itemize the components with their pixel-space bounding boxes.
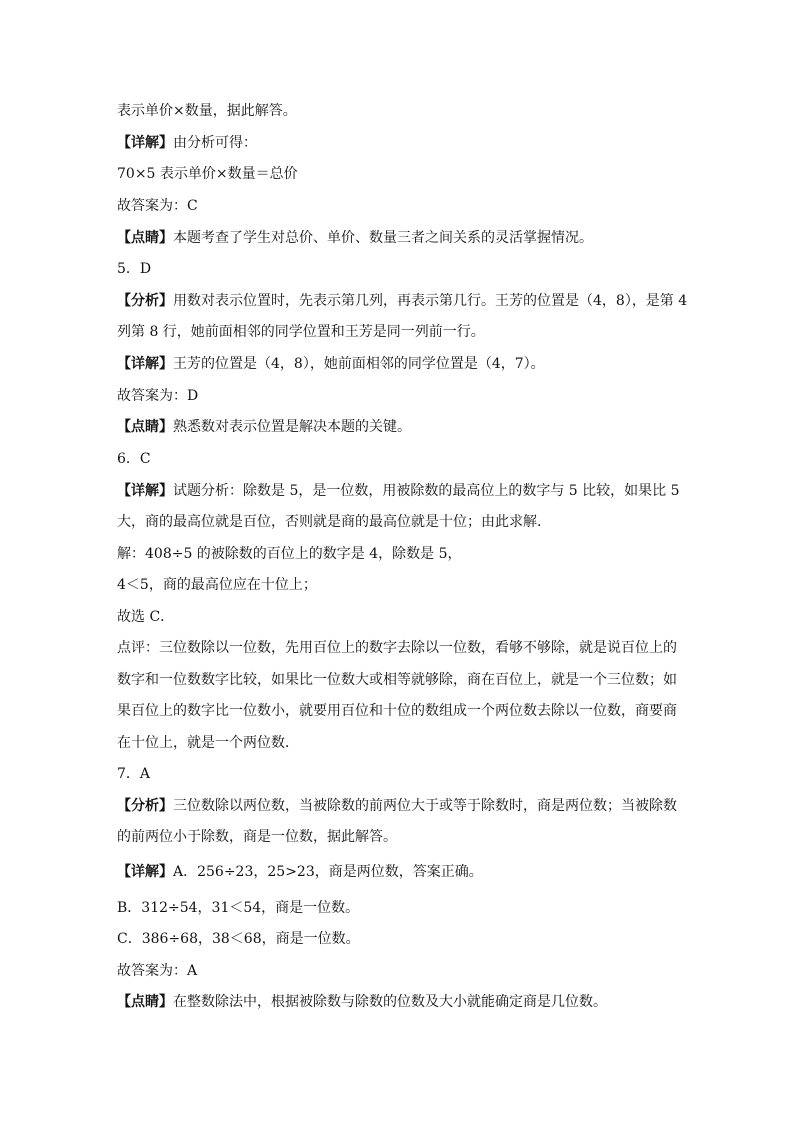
text-line [117,733,677,753]
line-text: 的前两位小于除数，商是一位数，据此解答。 [117,829,397,845]
line-text: 5．D [117,261,152,277]
line-text: 试题分析：除数是 5，是一位数，用被除数的最高位上的数字与 5 比较，如果比 5 [173,483,680,499]
text-line [117,607,677,627]
line-text: 7．A [117,766,151,782]
text-line [117,862,677,882]
line-text: 在整数除法中，根据被除数与除数的位数及大小就能确定商是几位数。 [173,994,607,1010]
line-text: 本题考查了学生对总价、单价、数量三者之间关系的灵活掌握情况。 [173,230,593,246]
line-text: 4＜5，商的最高位应在十位上； [117,577,317,593]
text-line [117,512,677,532]
section-tag: 【点睛】 [117,230,173,246]
section-tag: 【分析】 [117,293,173,309]
text-line [117,291,688,311]
line-text: 三位数除以两位数，当被除数的前两位大于或等于除数时，商是两位数；当被除数 [173,798,677,814]
text-line [117,827,677,847]
section-tag: 【点睛】 [117,419,173,435]
text-line [117,929,677,949]
line-text: 故选 C． [117,609,175,625]
line-text: 故答案为：A [117,963,198,979]
line-text: 表示单价×数量，据此解答。 [117,103,297,119]
text-line [117,961,677,981]
text-line [117,670,677,690]
line-text: 列第 8 行，她前面相邻的同学位置和王芳是同一列前一行。 [117,324,485,340]
line-text: 6．C [117,451,151,467]
line-text: 故答案为：D [117,388,199,404]
text-line [117,898,677,918]
line-text: 果百位上的数字比一位数小，就要用百位和十位的数组成一个两位数去除以一位数，商要商 [117,703,677,719]
question-number [117,764,677,784]
text-line [117,322,677,342]
line-text: 熟悉数对表示位置是解决本题的关键。 [173,419,411,435]
section-tag: 【详解】 [117,864,173,880]
line-text: C．386÷68，38＜68，商是一位数。 [117,931,360,947]
line-text: B．312÷54，31＜54，商是一位数。 [117,900,360,916]
line-text: A．256÷23，25>23，商是两位数，答案正确。 [173,864,483,880]
text-line [117,133,677,153]
text-line [117,992,677,1012]
text-line [117,544,677,564]
line-text: 用数对表示位置时，先表示第几列，再表示第几行。王芳的位置是（4，8），是第 4 [173,293,688,309]
section-tag: 【详解】 [117,483,173,499]
text-line [117,101,677,121]
line-text: 70×5 表示单价×数量＝总价 [117,166,298,182]
text-line [117,196,677,216]
text-line [117,386,677,406]
text-line [117,638,677,658]
text-line [117,481,680,501]
text-line [117,575,677,595]
section-tag: 【分析】 [117,798,173,814]
text-line [117,701,677,721]
question-number [117,259,677,279]
line-text: 解：408÷5 的被除数的百位上的数字是 4，除数是 5， [117,546,462,562]
section-tag: 【点睛】 [117,994,173,1010]
text-line [117,417,677,437]
text-line [117,796,677,816]
section-tag: 【详解】 [117,356,173,372]
text-line [117,164,677,184]
line-text: 在十位上，就是一个两位数． [117,735,299,751]
text-line [117,228,677,248]
line-text: 点评：三位数除以一位数，先用百位上的数字去除以一位数，看够不够除，就是说百位上的 [117,640,677,656]
text-line [117,354,677,374]
section-tag: 【详解】 [117,135,173,151]
line-text: 王芳的位置是（4，8），她前面相邻的同学位置是（4，7）。 [173,356,545,372]
line-text: 数字和一位数数字比较，如果比一位数大或相等就够除，商在百位上，就是一个三位数；如 [117,672,677,688]
line-text: 由分析可得： [173,135,257,151]
line-text: 故答案为：C [117,198,198,214]
question-number [117,449,677,469]
line-text: 大，商的最高位就是百位，否则就是商的最高位就是十位；由此求解． [117,514,551,530]
